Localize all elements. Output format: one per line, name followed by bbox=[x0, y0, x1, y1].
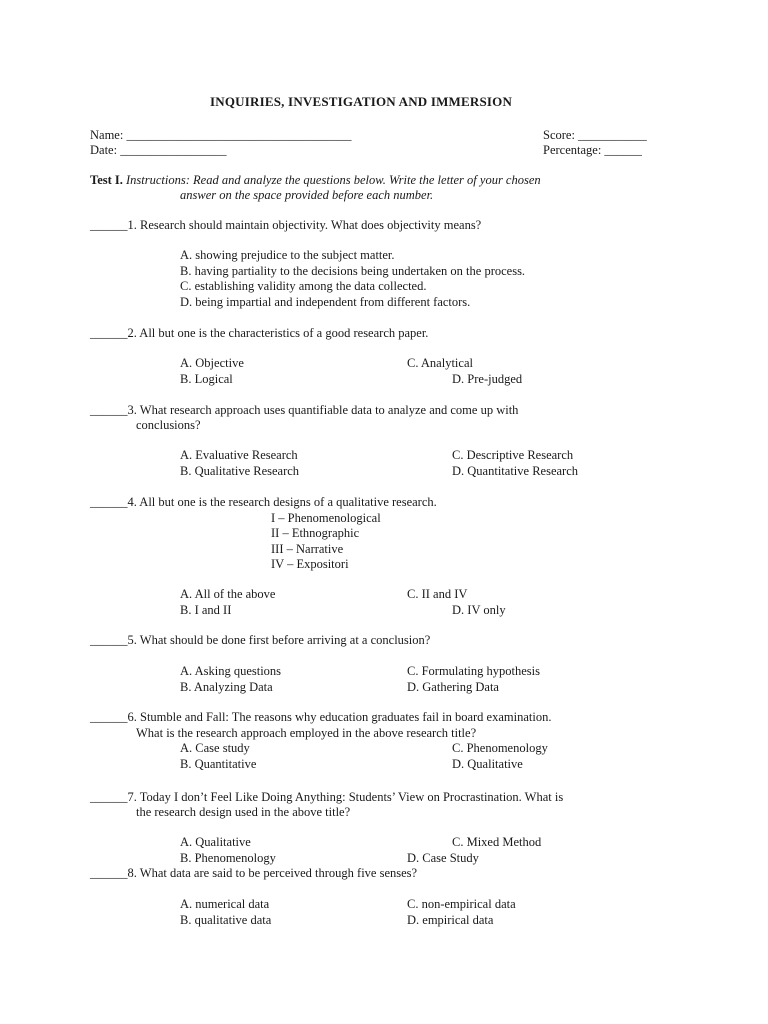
q5-option-a: A. Asking questions bbox=[180, 664, 282, 678]
q2-option-c: C. Analytical bbox=[407, 356, 473, 370]
q4-design-4: IV – Expositori bbox=[271, 557, 349, 571]
name-field[interactable]: Name: ____________________________________ bbox=[90, 128, 352, 142]
instructions-line-2: answer on the space provided before each number. bbox=[180, 188, 434, 202]
q7-option-d: D. Case Study bbox=[407, 851, 479, 865]
page-title: INQUIRIES, INVESTIGATION AND IMMERSION bbox=[210, 94, 513, 109]
q4-design-2: II – Ethnographic bbox=[271, 526, 360, 540]
score-field[interactable]: Score: ___________ bbox=[543, 128, 647, 142]
q7-option-c: C. Mixed Method bbox=[452, 835, 542, 849]
q7-option-b: B. Phenomenology bbox=[180, 851, 276, 865]
question-6-line-1: ______6. Stumble and Fall: The reasons why education graduates fail in board examination. bbox=[90, 710, 552, 724]
q5-option-d: D. Gathering Data bbox=[407, 680, 499, 694]
q5-option-c: C. Formulating hypothesis bbox=[407, 664, 540, 678]
question-8: ______8. What data are said to be perceived through five senses? bbox=[90, 866, 418, 880]
q6-option-b: B. Quantitative bbox=[180, 757, 257, 771]
q1-option-b: B. having partiality to the decisions being undertaken on the process. bbox=[180, 264, 526, 278]
q3-option-d: D. Quantitative Research bbox=[452, 464, 578, 478]
q2-option-a: A. Objective bbox=[180, 356, 244, 370]
q1-option-a: A. showing prejudice to the subject matter. bbox=[180, 248, 395, 262]
test-label: Test I. bbox=[90, 173, 123, 187]
date-field[interactable]: Date: _________________ bbox=[90, 143, 227, 157]
percentage-field[interactable]: Percentage: ______ bbox=[543, 143, 642, 157]
q4-option-c: C. II and IV bbox=[407, 587, 468, 601]
q8-option-d: D. empirical data bbox=[407, 913, 494, 927]
q4-design-3: III – Narrative bbox=[271, 542, 344, 556]
question-7-line-1: ______7. Today I don’t Feel Like Doing Anything: Students’ View on Procrastination. What is bbox=[90, 790, 564, 804]
q1-option-d: D. being impartial and independent from different factors. bbox=[180, 295, 471, 309]
question-3-line-1: ______3. What research approach uses quantifiable data to analyze and come up with bbox=[90, 403, 519, 417]
q6-option-d: D. Qualitative bbox=[452, 757, 523, 771]
question-3-line-2: conclusions? bbox=[136, 418, 201, 432]
q4-option-d: D. IV only bbox=[452, 603, 506, 617]
q8-option-a: A. numerical data bbox=[180, 897, 270, 911]
q8-option-c: C. non-empirical data bbox=[407, 897, 516, 911]
q7-option-a: A. Qualitative bbox=[180, 835, 251, 849]
q4-option-b: B. I and II bbox=[180, 603, 232, 617]
q6-option-c: C. Phenomenology bbox=[452, 741, 548, 755]
q4-option-a: A. All of the above bbox=[180, 587, 276, 601]
q3-option-a: A. Evaluative Research bbox=[180, 448, 298, 462]
q3-option-c: C. Descriptive Research bbox=[452, 448, 574, 462]
instructions-line-1: Instructions: Read and analyze the questions below. Write the letter of your chosen bbox=[126, 173, 541, 187]
q1-option-c: C. establishing validity among the data collected. bbox=[180, 279, 427, 293]
question-2: ______2. All but one is the characteristics of a good research paper. bbox=[90, 326, 429, 340]
q2-option-d: D. Pre-judged bbox=[452, 372, 523, 386]
q2-option-b: B. Logical bbox=[180, 372, 233, 386]
question-7-line-2: the research design used in the above title? bbox=[136, 805, 351, 819]
q4-design-1: I – Phenomenological bbox=[271, 511, 381, 525]
q6-option-a: A. Case study bbox=[180, 741, 250, 755]
question-4: ______4. All but one is the research designs of a qualitative research. bbox=[90, 495, 437, 509]
q5-option-b: B. Analyzing Data bbox=[180, 680, 273, 694]
question-5: ______5. What should be done first before arriving at a conclusion? bbox=[90, 633, 431, 647]
test-instructions bbox=[90, 172, 541, 188]
question-6-line-2: What is the research approach employed in the above research title? bbox=[136, 726, 477, 740]
question-1: ______1. Research should maintain objectivity. What does objectivity means? bbox=[90, 218, 482, 232]
q8-option-b: B. qualitative data bbox=[180, 913, 272, 927]
q3-option-b: B. Qualitative Research bbox=[180, 464, 300, 478]
